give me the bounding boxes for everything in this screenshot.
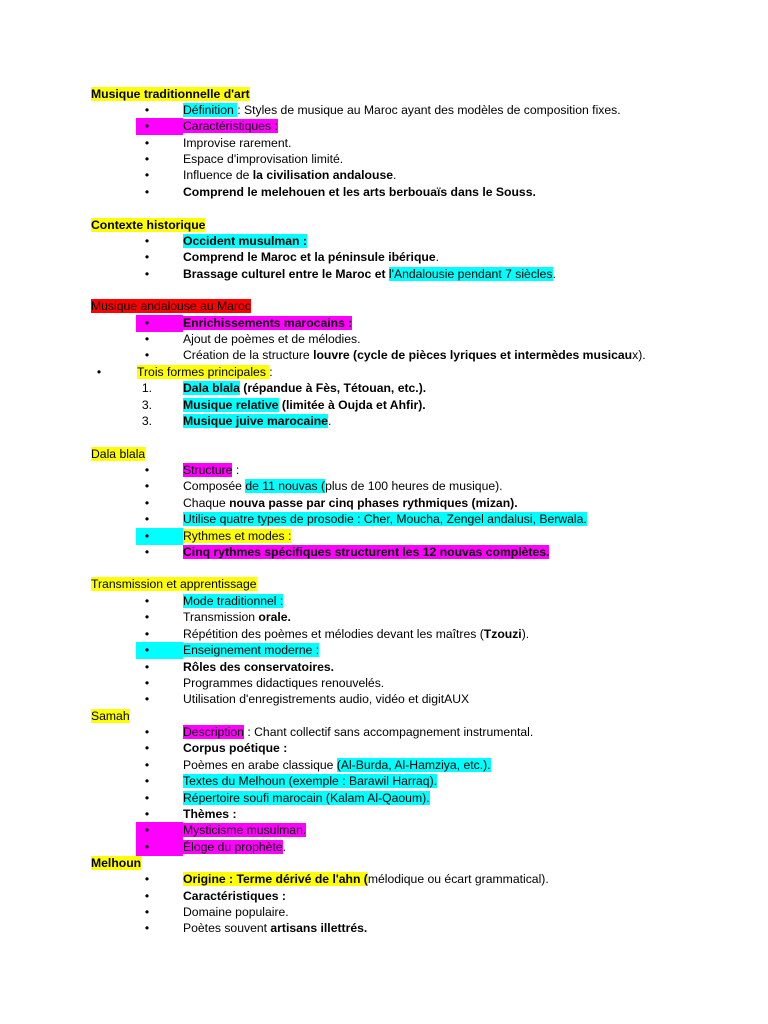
text-run: . [327, 414, 332, 428]
text-run: : [269, 365, 273, 379]
list-item [0, 822, 768, 839]
list-item-text [183, 511, 587, 528]
list-item-text [183, 347, 646, 364]
list-item-text [183, 691, 469, 708]
text-run: Utilisation d'enregistrements audio, vidéo et digitAUX [183, 692, 470, 706]
list-item-text [183, 495, 518, 512]
bullet-icon: • [144, 332, 150, 346]
text-run: Ajout de poèmes et de mélodies. [183, 332, 361, 346]
list-item-text [183, 315, 352, 332]
list-item [0, 790, 768, 807]
bullet-icon: • [144, 741, 150, 755]
text-run: Corpus poétique : [183, 741, 288, 755]
list-item-text [183, 593, 283, 610]
list-item-text [183, 642, 319, 659]
text-run: artisans illettrés. [270, 921, 368, 935]
text-run: Dala blala [183, 381, 240, 395]
text-run: : Styles de musique au Maroc ayant des modèles de composition fixes. [237, 103, 621, 117]
list-item-text [183, 184, 536, 201]
bullet-icon: • [144, 807, 150, 821]
text-run: . [435, 250, 439, 264]
bullet-icon: • [144, 889, 150, 903]
bullet-icon: • [144, 791, 150, 805]
bullet-icon: • [144, 103, 150, 117]
list-item-text [183, 167, 396, 184]
text-run: Rythmes et modes : [183, 529, 292, 543]
list-item [0, 528, 768, 545]
list-item-text [183, 609, 291, 626]
text-run: Structure [183, 463, 233, 477]
list-item [0, 609, 768, 626]
text-run: Tzouzi [483, 627, 522, 641]
text-run: l'Andalousie pendant 7 siècles [388, 267, 553, 281]
text-run: (Al-Burda, Al-Hamziya, etc.). [336, 758, 491, 772]
bullet-icon: • [144, 872, 150, 886]
list-item-text [183, 413, 331, 430]
list-item-text [183, 920, 367, 937]
text-run: Rôles des conservatoires. [183, 660, 335, 674]
list-item-text [183, 118, 278, 135]
list-item-text [183, 478, 503, 495]
list-item [0, 920, 768, 937]
list-item-text [183, 839, 286, 856]
text-run: Samah [91, 709, 130, 723]
section-heading [0, 86, 768, 103]
list-item [0, 888, 768, 905]
list-item [0, 675, 768, 692]
text-run: plus de 100 heures de musique). [325, 479, 503, 493]
bullet-icon: • [144, 921, 150, 935]
list-number: 3. [141, 398, 153, 412]
list-item [0, 740, 768, 757]
section-heading [0, 298, 768, 315]
text-run: Mysticisme musulman. [183, 823, 307, 837]
list-item [0, 167, 768, 184]
text-run: mélodique ou écart grammatical). [367, 872, 549, 886]
list-item [0, 544, 768, 561]
list-item [0, 364, 768, 381]
text-run: Brassage culturel entre le Maroc et [183, 267, 389, 281]
bullet-icon: • [144, 168, 150, 182]
section-heading-text [91, 708, 130, 725]
text-run: Caractéristiques : [183, 889, 286, 903]
list-item-text [183, 397, 426, 414]
list-item-text [183, 871, 549, 888]
list-item-text [183, 102, 621, 119]
text-run: Melhoun [91, 856, 142, 870]
text-run: Espace d'improvisation limité. [183, 152, 344, 166]
text-run: Origine : Terme dérivé de l'ahn ( [183, 872, 368, 886]
list-item-text [183, 266, 556, 283]
list-number: 3. [141, 414, 153, 428]
list-item [0, 773, 768, 790]
bullet-icon: • [144, 758, 150, 772]
text-run: x). [632, 348, 646, 362]
bullet-icon: • [144, 316, 150, 330]
text-run: Mode traditionnel : [183, 594, 284, 608]
list-item-text [137, 364, 273, 381]
list-item-text [183, 544, 549, 561]
list-item-text [183, 773, 437, 790]
list-item [0, 462, 768, 479]
list-item [0, 757, 768, 774]
text-run: Musique traditionnelle d'art [91, 87, 250, 101]
section-heading [0, 576, 768, 593]
list-item-text [183, 806, 237, 823]
bullet-icon: • [144, 529, 150, 543]
text-run: Influence de [183, 168, 253, 182]
bullet-icon: • [144, 725, 150, 739]
list-item-text [183, 135, 291, 152]
list-item [0, 380, 768, 397]
text-run: (limitée à Oujda et Ahfir). [278, 398, 426, 412]
bullet-icon: • [144, 823, 150, 837]
bullet-icon: • [144, 119, 150, 133]
list-item-text [183, 528, 291, 545]
text-run: Poèmes en arabe classique [183, 758, 337, 772]
text-run: Répertoire soufi marocain (Kalam Al-Qaoum). [183, 791, 430, 805]
list-item-text [183, 740, 287, 757]
bullet-icon: • [144, 496, 150, 510]
list-item [0, 806, 768, 823]
section-heading-text [91, 446, 145, 463]
text-run: . [282, 840, 287, 854]
list-item [0, 331, 768, 348]
text-run: Improvise rarement. [183, 136, 292, 150]
text-run: Contexte historique [91, 218, 206, 232]
bullet-icon: • [144, 840, 150, 854]
list-item [0, 266, 768, 283]
list-item [0, 724, 768, 741]
list-item-text [183, 249, 439, 266]
list-item [0, 397, 768, 414]
text-run: Description [183, 725, 244, 739]
list-item [0, 315, 768, 332]
list-item-text [183, 904, 289, 921]
text-run: Transmission et apprentissage [91, 577, 257, 591]
list-item [0, 233, 768, 250]
text-run: Musique relative [183, 398, 279, 412]
bullet-icon: • [144, 152, 150, 166]
bullet-icon: • [144, 660, 150, 674]
section-heading [0, 855, 768, 872]
text-run: Utilise quatre types de prosodie : Cher, Moucha, Zengel andalusi, Berwala. [183, 512, 587, 526]
list-item-text [183, 380, 426, 397]
bullet-icon: • [144, 676, 150, 690]
bullet-icon: • [144, 136, 150, 150]
text-run: Poètes souvent [183, 921, 271, 935]
section-heading-text [91, 86, 250, 103]
list-item [0, 413, 768, 430]
text-run: Textes du Melhoun (exemple : Barawil Harraq). [183, 774, 438, 788]
bullet-icon: • [144, 463, 150, 477]
list-item [0, 511, 768, 528]
list-item [0, 135, 768, 152]
text-run: Définition [183, 103, 238, 117]
list-item-text [183, 626, 529, 643]
text-run: orale. [258, 610, 291, 624]
list-item [0, 904, 768, 921]
bullet-icon: • [96, 365, 102, 379]
text-run: Trois formes principales [137, 365, 270, 379]
section-heading-text [91, 576, 257, 593]
text-run: Enrichissements marocains : [183, 316, 353, 330]
list-item [0, 593, 768, 610]
list-item [0, 102, 768, 119]
text-run: Comprend le Maroc et la péninsule ibérique [183, 250, 436, 264]
text-run: de 11 nouvas ( [245, 479, 326, 493]
text-run: Cinq rythmes spécifiques structurent les 12 nouvas complètes. [183, 545, 550, 559]
bullet-icon: • [144, 627, 150, 641]
bullet-icon: • [144, 512, 150, 526]
bullet-icon: • [144, 594, 150, 608]
list-item-text [183, 462, 239, 479]
text-run: : [232, 463, 240, 477]
list-item-text [183, 659, 334, 676]
list-item [0, 691, 768, 708]
bullet-icon: • [144, 545, 150, 559]
bullet-icon: • [144, 774, 150, 788]
list-number: 1. [141, 381, 153, 395]
section-heading [0, 217, 768, 234]
bullet-icon: • [144, 267, 150, 281]
bullet-icon: • [144, 692, 150, 706]
list-item-text [183, 757, 491, 774]
bullet-icon: • [144, 250, 150, 264]
bullet-icon: • [144, 234, 150, 248]
list-item-text [183, 151, 343, 168]
section-heading-text [91, 217, 205, 234]
text-run: Chaque [183, 496, 230, 510]
text-run: ). [521, 627, 530, 641]
list-item [0, 151, 768, 168]
list-item [0, 478, 768, 495]
text-run: Composée [183, 479, 246, 493]
text-run: Caractéristiques : [183, 119, 278, 133]
bullet-icon: • [144, 185, 150, 199]
list-item [0, 839, 768, 856]
list-item [0, 249, 768, 266]
list-item-text [183, 888, 286, 905]
text-run: Dala blala [91, 447, 146, 461]
text-run: . [552, 267, 556, 281]
list-item [0, 642, 768, 659]
section-heading-text [91, 298, 251, 315]
text-run: Musique juive marocaine [183, 414, 328, 428]
text-run: (répandue à Fès, Tétouan, etc.). [239, 381, 427, 395]
text-run: Occident musulman : [183, 234, 307, 248]
list-item [0, 871, 768, 888]
list-item-text [183, 331, 361, 348]
list-item [0, 495, 768, 512]
list-item-text [183, 790, 430, 807]
text-run: . [393, 168, 397, 182]
section-heading-text [91, 855, 141, 872]
list-item-text [183, 724, 533, 741]
list-item-text [183, 822, 306, 839]
list-item [0, 347, 768, 364]
section-heading [0, 446, 768, 463]
section-heading [0, 708, 768, 725]
bullet-icon: • [144, 610, 150, 624]
text-run: Éloge du prophète [183, 840, 283, 854]
text-run: Transmission [183, 610, 259, 624]
bullet-icon: • [144, 479, 150, 493]
list-item-text [183, 675, 384, 692]
text-run: Thèmes : [183, 807, 237, 821]
bullet-icon: • [144, 905, 150, 919]
text-run: : Chant collectif sans accompagnement instrumental. [243, 725, 534, 739]
list-item [0, 118, 768, 135]
list-item-text [183, 233, 307, 250]
text-run: Domaine populaire. [183, 905, 289, 919]
list-item [0, 184, 768, 201]
text-run: Programmes didactiques renouvelés. [183, 676, 385, 690]
bullet-icon: • [144, 643, 150, 657]
text-run: Création de la structure [183, 348, 314, 362]
text-run: Comprend le melehouen et les arts berbouaïs dans le Souss. [183, 185, 536, 199]
list-item [0, 626, 768, 643]
text-run: Répétition des poèmes et mélodies devant les maîtres ( [183, 627, 484, 641]
list-item [0, 659, 768, 676]
bullet-icon: • [144, 348, 150, 362]
text-run: louvre (cycle de pièces lyriques et intermèdes musicau [313, 348, 633, 362]
text-run: Enseignement moderne : [183, 643, 320, 657]
text-run: nouva passe par cinq phases rythmiques (mizan). [229, 496, 518, 510]
text-run: Musique andalouse au Maroc [91, 299, 251, 313]
text-run: la civilisation andalouse [252, 168, 394, 182]
